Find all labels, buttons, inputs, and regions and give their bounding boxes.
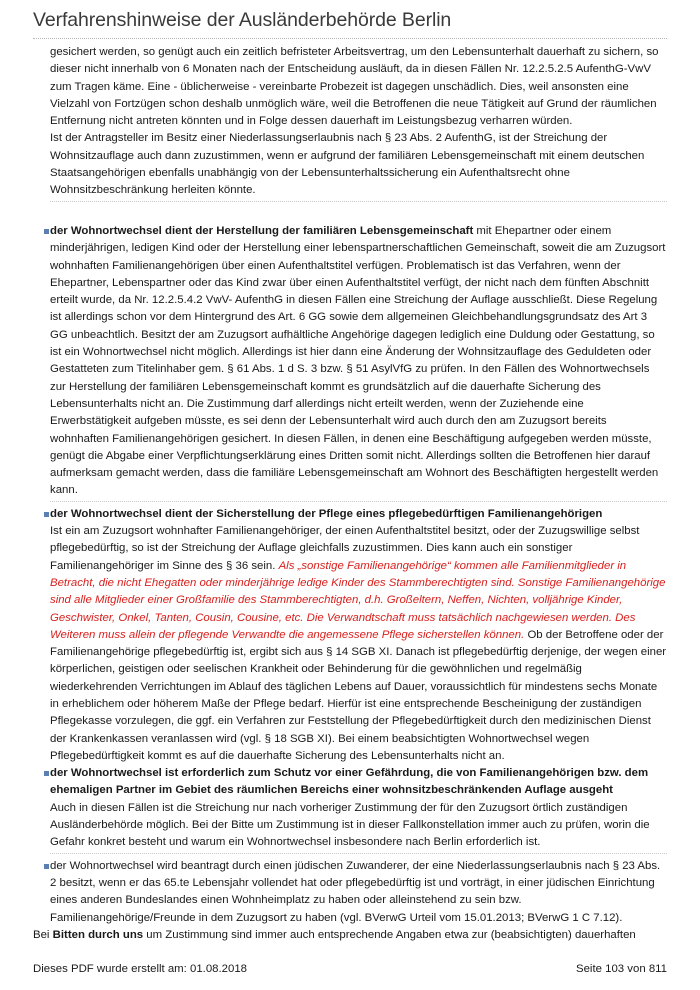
closing-prefix: Bei xyxy=(33,928,53,941)
closing-bold: Bitten durch uns xyxy=(52,928,144,941)
bullet-square-icon xyxy=(44,229,49,234)
bullet-square-icon xyxy=(44,864,49,869)
list-item-text-continued: Ob der Betroffene oder der Familienangehörige pflegebedürftig ist, ergibt sich aus § 14 SGB XI. Danach ist pflegebedürftig derjenige, der wegen einer körperlichen, geistigen oder seelischen Krankheit oder Behinderung für die gewöhnlichen und regelmäßig wiederkehrenden Verrichtungen im Ablauf des täglichen Lebens auf Dauer, voraussichtlich für mindestens sechs Monate in erheblichem oder höherem Maße der Pflege bedarf. Hierfür ist eine entsprechende Bescheinigung der zuständigen Pflegekasse vorzulegen, die ggf. ein Verfahren zur Feststellung der Pflegebedürftigkeit durch den medizinischen Dienst der Krankenkassen veranlassen wird (vgl. § 18 SGB XI). Bei einem beabsichtigten Wohnortwechsel wegen Pflegebedürftigkeit kommt es auf die dauerhafte Sicherung des Lebensunterhalts nicht an. xyxy=(50,628,667,762)
list-item-text: Auch in diesen Fällen ist die Streichung nur nach vorheriger Zustimmung der für den Zuzugsort örtlich zuständigen Ausländerbehörde möglich. Bei der Bitte um Zustimmung ist in dieser Fallkonstellation immer auch zu prüfen, worin die Gefahr konkret besteht und warum ein Wohnortwechsel insbesondere nach Berlin erforderlich ist. xyxy=(50,801,650,849)
intro-paragraph-2: Ist der Antragsteller im Besitz einer Niederlassungserlaubnis nach § 23 Abs. 2 AufenthG, ist der Streichung der Wohnsitzauflage auch dann zuzustimmen, wenn er aufgrund der familiären Lebensgemeinschaft mit einem deutschen Staatsangehörigen ebenfalls unabhängig von der Lebensunterhaltssicherung ein Aufenthaltsrecht ohne Wohnsitzbeschränkung herleiten könnte. xyxy=(50,132,645,197)
list-item-heading: der Wohnortwechsel dient der Sicherstellung der Pflege eines pflegebedürftigen Familienangehörigen xyxy=(50,507,603,520)
list-item-heading: der Wohnortwechsel dient der Herstellung der familiären Lebensgemeinschaft xyxy=(50,224,474,237)
list-item-family-reunion xyxy=(33,223,667,500)
divider xyxy=(50,853,667,854)
divider xyxy=(50,201,667,202)
list-item-protection xyxy=(33,765,667,851)
closing-suffix: um Zustimmung sind immer auch entsprechende Angaben etwa zur (beabsichtigten) dauerhaften xyxy=(143,928,636,941)
list-item-care xyxy=(33,506,667,765)
page-number: Seite 103 von 811 xyxy=(576,963,667,975)
list-item-heading: der Wohnortwechsel ist erforderlich zum Schutz vor einer Gefährdung, die von Familienangehörigen bzw. dem ehemaligen Partner im Gebiet des räumlichen Bereichs einer wohnsitzbeschränkenden Auflage ausgeht xyxy=(50,767,649,797)
list-item-text: der Wohnortwechsel wird beantragt durch einen jüdischen Zuwanderer, der eine Niederlassungserlaubnis nach § 23 Abs. 2 besitzt, wenn er das 65.te Lebensjahr vollendet hat oder pflegebedürftig ist und vorträgt, in einer jüdischen Einrichtung eines anderen Bundeslandes einen Wohnheimplatz zu haben oder alleinstehend zu sein bzw. Familienangehörige/Freunde in dem Zuzugsort zu haben (vgl. BVerwG Urteil vom 15.01.2013; BVerwG 1 C 7.12). xyxy=(50,859,661,924)
bullet-square-icon xyxy=(44,512,49,517)
page-header xyxy=(33,9,667,39)
highlighted-note: Als „sonstige Familienangehörige“ kommen alle Familienmitglieder in Betracht, die nicht Ehegatten oder minderjährige ledige Kinder des Stammberechtigten sind. Sonstige Familienangehörige sind alle Mitglieder einer Großfamilie des Stammberechtigten, d.h. Großeltern, Neffen, Nichten, volljährige Kinder, Geschwister, Onkel, Tanten, Cousin, Cousine, etc. Die Verwandtschaft muss tatsächlich nachgewiesen werden. Des Weiteren muss allein der pflegende Verwandte die angemessene Pflege sicherstellen können. xyxy=(50,559,666,641)
list-item-jewish-immigrants xyxy=(33,858,667,927)
bullet-square-icon xyxy=(44,771,49,776)
intro-paragraph-1: gesichert werden, so genügt auch ein zeitlich befristeter Arbeitsvertrag, um den Lebensunterhalt dauerhaft zu sichern, so dieser nicht innerhalb von 6 Monaten nach der Entscheidung ausläuft, da in diesen Fällen Nr. 12.2.5.2.5 AufenthG-VwV zum Tragen käme. Eine - üblicherweise - vereinbarte Probezeit ist dagegen unschädlich. Dies, weil ansonsten eine Vielzahl von Fortzügen schon deshalb unmöglich wäre, weil die Betroffenen die neue Tätigkeit auf Grund der räumlichen Entfernung nicht antreten könnten und in Folge dessen dauerhaft im Leistungsbezug verharren würden. xyxy=(50,46,659,128)
divider xyxy=(50,501,667,502)
closing-paragraph xyxy=(33,927,667,944)
document-body xyxy=(33,44,667,944)
list-item-text: mit Ehepartner oder einem minderjährigen, ledigen Kind oder der Herstellung einer lebenspartnerschaftlichen Gemeinschaft, soweit die am Zuzugsort wohnhaften Familienangehörigen über einen Aufenthaltstitel verfügen. Problematisch ist das Verfahren, wenn der Ehepartner, Lebenspartner oder das Kind zwar über einen Aufenthaltstitel verfügt, der nicht nach dem fünften Abschnitt erteilt wurde, da Nr. 12.2.5.4.2 VwV- AufenthG in diesen Fällen eine Streichung der Auflage ausschließt. Diese Regelung ist allerdings schon vor dem Hintergrund des Art. 6 GG sowie dem allgemeinen Gleichbehandlungsgrundsatz des Art 3 GG unbeachtlich. Besitzt der am Zuzugsort aufhältliche Angehörige dagegen lediglich eine Duldung oder Gestattung, so ist ein Wohnortwechsel nicht möglich. Allerdings ist hier dann eine Änderung der Wohnsitzauflage des Geduldeten oder Gestatteten zum Titelinhaber gem. § 61 Abs. 1 d S. 3 bzw. § 51 AsylVfG zu prüfen. In den Fällen des Wohnortwechsels zur Herstellung der familiären Lebensgemeinschaft kommt es grundsätzlich auf die dauerhafte Sicherung des Lebensunterhalts nicht an. Die Zustimmung darf allerdings nicht erteilt werden, wenn der Zuziehende eine Erwerbstätigkeit aufgeben müsste, es sei denn der Lebensunterhalt wird auch durch den am Zuzugsort bereits wohnhaften Familienangehörigen gesichert. In diesen Fällen, in denen eine Beschäftigung aufgegeben werden müsste, genügt die Abgabe einer Verpflichtungserklärung eines Dritten somit nicht. Allerdings sollten die Betroffenen hier darauf aufmerksam gemacht werden, dass die familiäre Lebensgemeinschaft am Wohnort des Beschäftigten hergestellt werden kann. xyxy=(50,224,666,497)
created-date: Dieses PDF wurde erstellt am: 01.08.2018 xyxy=(33,963,247,975)
list-item-text: Ist ein am Zuzugsort wohnhafter Familienangehöriger, der einen Aufenthaltstitel besitzt, oder der Zuzugswillige selbst pflegebedürftig, so ist der Streichung der Auflage gleichfalls zuzustimmen. Dies kann auch ein sonstiger Familienangehöriger im Sinne des § 36 sein. xyxy=(50,525,640,572)
document-title: Verfahrenshinweise der Ausländerbehörde Berlin xyxy=(33,9,452,31)
